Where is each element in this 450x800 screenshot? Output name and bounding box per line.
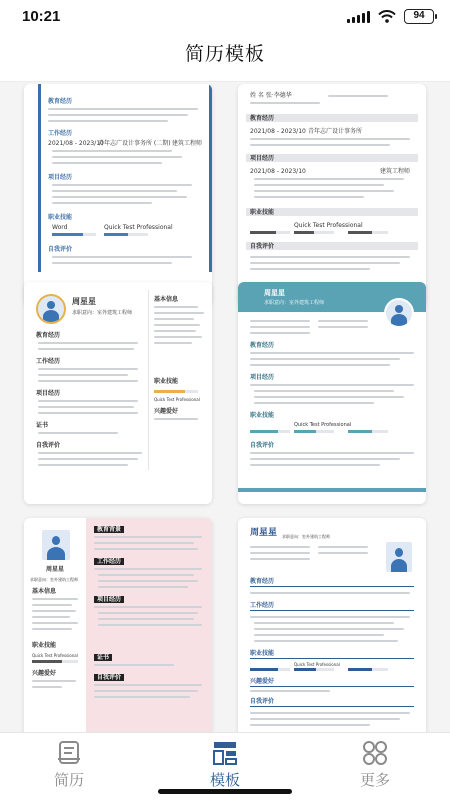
tab-more[interactable]	[330, 739, 420, 790]
side-heading: 兴趣爱好	[32, 670, 57, 677]
section-heading: 职业技能	[250, 209, 275, 216]
section-heading: 项目经历	[250, 374, 275, 381]
candidate-name: 周星星	[46, 566, 65, 573]
template-card-3[interactable]	[24, 282, 212, 504]
tab-label: 简历	[53, 771, 84, 789]
resume-icon	[55, 739, 83, 767]
work-company: 青年志广设计事务所	[308, 128, 363, 135]
skill-label: Word	[52, 224, 68, 231]
section-heading: 教育经历	[250, 342, 275, 349]
section-heading: 教育背景	[94, 526, 124, 533]
skill-name: Quick Test Professional	[154, 397, 200, 402]
section-heading: 项目经历	[36, 390, 61, 397]
section-heading: 职业技能	[48, 214, 73, 221]
section-heading: 证书	[94, 654, 112, 661]
home-indicator[interactable]	[158, 789, 292, 794]
work-company: 青年志广设计事务所 (二期)	[98, 140, 171, 147]
skill-name: Quick Test Professional	[104, 224, 173, 231]
work-dates: 2021/08 - 2023/10	[250, 168, 306, 175]
candidate-subtitle: 求职意向：室外建筑工程师	[72, 310, 133, 316]
section-heading: 项目经历	[250, 155, 275, 162]
section-heading: 自我评价	[250, 243, 275, 250]
section-heading: 自我评价	[94, 674, 124, 681]
tab-resume[interactable]	[24, 739, 114, 790]
candidate-name: 周星星	[250, 528, 278, 538]
more-grid-icon	[361, 739, 389, 767]
skill-name: Quick Test Professional	[294, 422, 352, 428]
section-heading: 职业技能	[250, 650, 275, 657]
side-heading: 基本信息	[32, 588, 57, 595]
section-heading: 自我评价	[36, 442, 61, 449]
section-heading: 工作经历	[48, 130, 73, 137]
template-card-5[interactable]	[24, 518, 212, 732]
avatar	[384, 298, 414, 328]
section-heading: 教育经历	[48, 98, 73, 105]
template-icon	[211, 739, 239, 767]
tab-label: 更多	[359, 771, 390, 789]
status-bar	[0, 0, 450, 34]
accent-stripe	[38, 84, 41, 272]
section-heading: 工作经历	[94, 558, 124, 565]
tab-label: 模板	[209, 771, 240, 789]
side-heading: 基本信息	[154, 296, 179, 303]
side-heading: 兴趣爱好	[154, 408, 179, 415]
status-time: 10:21	[22, 8, 61, 25]
battery-indicator: 94	[404, 9, 434, 24]
tab-templates[interactable]	[180, 739, 270, 790]
candidate-name: 周星星	[72, 297, 96, 306]
section-heading: 职业技能	[250, 412, 275, 419]
cellular-signal-icon	[347, 11, 370, 23]
bottom-tab-bar	[0, 732, 450, 800]
work-dates: 2021/08 - 2023/10	[250, 128, 306, 135]
work-role: 建筑工程师	[380, 168, 411, 175]
avatar	[36, 294, 66, 324]
section-heading: 教育经历	[250, 578, 275, 585]
candidate-subtitle: 求职意向：室外建筑工程师	[30, 577, 78, 582]
section-heading: 兴趣爱好	[250, 678, 275, 685]
section-heading: 自我评价	[250, 442, 275, 449]
page-header	[0, 34, 450, 82]
candidate-subtitle: 求职意向：室外建筑工程师	[282, 534, 330, 539]
template-card-1[interactable]	[24, 84, 212, 306]
page-title: 简历模板	[184, 43, 265, 65]
side-heading: 职业技能	[32, 642, 57, 649]
section-heading: 教育经历	[250, 115, 275, 122]
section-heading: 自我评价	[48, 246, 73, 253]
section-heading: 教育经历	[36, 332, 61, 339]
section-heading: 工作经历	[36, 358, 61, 365]
skill-name: Quick Test Professional	[294, 662, 340, 667]
template-card-6[interactable]	[238, 518, 426, 732]
section-heading: 证书	[36, 422, 49, 429]
work-dates: 2021/08 - 2023/10	[48, 140, 104, 147]
skill-name: Quick Test Professional	[32, 653, 78, 658]
accent-stripe	[209, 84, 212, 272]
candidate-subtitle: 求职意向：室外建筑工程师	[264, 300, 325, 306]
section-heading: 项目经历	[48, 174, 73, 181]
section-heading: 自我评价	[250, 698, 275, 705]
name-row: 姓 名 张·李德华	[250, 92, 292, 99]
status-icons	[347, 9, 434, 24]
side-heading: 职业技能	[154, 378, 179, 385]
section-heading: 项目经历	[94, 596, 124, 603]
section-heading: 工作经历	[250, 602, 275, 609]
work-role: 建筑工程师	[172, 140, 203, 147]
template-grid	[0, 84, 450, 732]
avatar	[42, 530, 70, 560]
template-card-4[interactable]	[238, 282, 426, 504]
template-card-2[interactable]	[238, 84, 426, 306]
skill-name: Quick Test Professional	[294, 222, 363, 229]
wifi-icon	[378, 10, 396, 23]
candidate-name: 周星星	[264, 289, 285, 297]
avatar	[386, 542, 412, 572]
